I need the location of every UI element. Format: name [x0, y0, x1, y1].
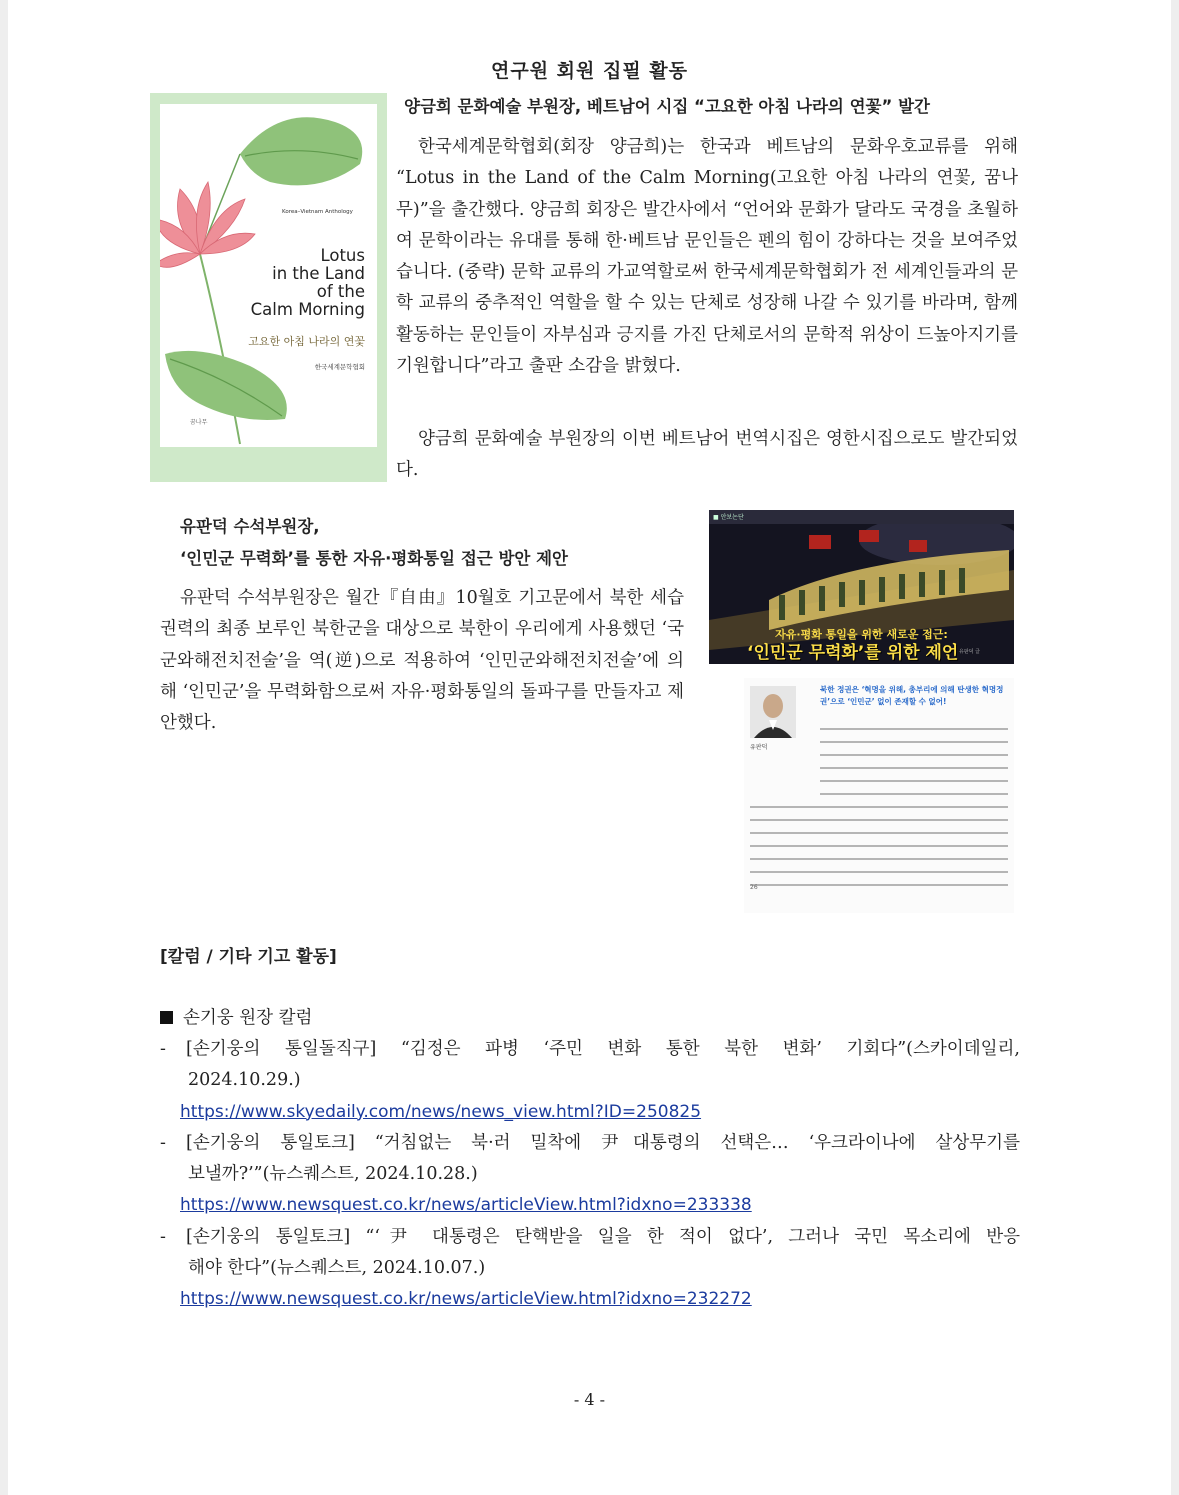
page-number: - 4 -	[573, 1390, 606, 1409]
book-org: 한국세계문학협회	[314, 363, 365, 371]
article-paragraph: 양금희 문화예술 부원장의 이번 베트남어 번역시집은 영한시집으로도 발간되었다.	[396, 429, 1018, 481]
article-paragraph: 한국세계문학협회(회장 양금희)는 한국과 베트남의 문화우호교류를 위해 “Lotus in the Land of the Calm Morning(고요한 아침 나라의 연꽃, 꿈나무)”을 출간했다. 양금희 회장은 발간사에서 “언어와 문화가 달라도 국경을 초월하여 문학이라는 유대를 통해 한·베트남 문인들은 펜의 힘이 강하다는 것을 보여주었습니다. (중략) 문학 교류의 가교역할로써 한국세계문학협회가 전 세계인들과의 문학 교류의 중추적인 역할을 할 수 있는 단체로 성장해 나갈 수 있기를 바라며, 함께 활동하는 문인들이 자부심과 긍지를 가진 단체로서의 문학적 위상이 드높아지기를 기원합니다”라고 출판 소감을 밝혔다.	[396, 137, 1018, 377]
magazine-strip	[709, 510, 1014, 524]
column-source: 보낼까?’”(뉴스퀘스트, 2024.10.28.)	[188, 1164, 478, 1185]
square-bullet-icon	[160, 1011, 173, 1024]
book-series: Korea–Vietnam Anthology	[282, 209, 353, 215]
book-title	[251, 247, 365, 319]
author-name: 유판덕	[750, 744, 768, 751]
column-title: [손기웅의 통일돌직구] “김정은 파병 ‘주민 변화 통한 북한 변화’ 기회다”(스카이데일리,	[186, 1039, 1020, 1059]
column-link[interactable]: https://www.newsquest.co.kr/news/articleView.html?idxno=233338	[180, 1195, 752, 1216]
magazine-lead: 북한 정권은 ‘혁명을 위해, 총부리에 의해 탄생한 혁명정권’으로 ‘인민군’ 없이 존재할 수 없어!	[820, 685, 1004, 706]
column-title: [손기웅의 통일토크] “‘尹 대통령은 탄핵받을 일을 한 적이 없다’, 그러나 국민 목소리에 반응	[186, 1226, 1020, 1247]
book-title-line: in the Land	[272, 264, 365, 283]
document-page	[8, 0, 1171, 1495]
magazine-strip-text: ■ 안보논단	[713, 514, 744, 521]
dash-marker: -	[160, 1226, 166, 1247]
book-title-line: of the	[316, 282, 365, 301]
book-title-line: Lotus	[320, 246, 365, 265]
magazine-headline: ‘인민군 무력화’를 위한 제언	[747, 643, 959, 663]
list-item	[160, 1034, 1020, 1128]
magazine-caption: 자유·평화 통일을 위한 새로운 접근:	[775, 628, 948, 641]
book-title-line: Calm Morning	[250, 300, 365, 319]
column-link[interactable]: https://www.newsquest.co.kr/news/articleView.html?idxno=232272	[180, 1289, 752, 1310]
column-link[interactable]: https://www.skyedaily.com/news/news_view.html?ID=250825	[180, 1101, 702, 1122]
column-title: [손기웅의 통일토크] “거침없는 북·러 밀착에 尹대통령의 선택은… ‘우크라이나에 살상무기를	[186, 1132, 1020, 1153]
article-paragraph: 유판덕 수석부원장은 월간『自由』10월호 기고문에서 북한 세습권력의 최종 보루인 북한군을 대상으로 북한이 우리에게 사용했던 ‘국군와해전치전술’을 역(逆)으로 적용하여 ‘인민군와해전치전술’에 의해 ‘인민군’을 무력화함으로써 자유·평화통일의 돌파구를 만들자고 제안했다.	[160, 588, 684, 734]
dash-marker: -	[160, 1132, 166, 1153]
column-section-title: [칼럼 / 기타 기고 활동]	[160, 947, 337, 967]
column-list	[160, 1034, 1020, 1316]
article-subtitle: 양금희 문화예술 부원장, 베트남어 시집 “고요한 아침 나라의 연꽃” 발간	[404, 97, 930, 116]
column-source: 2024.10.29.)	[188, 1070, 301, 1091]
magazine-page	[744, 678, 1014, 913]
bullet-label: 손기웅 원장 칼럼	[183, 1008, 313, 1028]
magazine-body-lines	[750, 728, 1008, 897]
list-item	[160, 1128, 1020, 1222]
book-cover	[160, 104, 377, 447]
dash-marker: -	[160, 1039, 166, 1059]
magazine-author-tag: 유판덕 글	[959, 649, 980, 655]
column-bullet-heading	[160, 1004, 312, 1029]
article-heading-line: ‘인민군 무력화’를 통한 자유·평화통일 접근 방안 제안	[180, 549, 568, 568]
book-korean-title: 고요한 아침 나라의 연꽃	[248, 335, 365, 348]
magazine-page-number: 26	[750, 884, 758, 891]
list-item	[160, 1222, 1020, 1316]
column-source: 해야 한다”(뉴스퀘스트, 2024.10.07.)	[188, 1258, 486, 1279]
book-publisher: 꿈나무	[190, 419, 208, 426]
magazine-photo	[709, 510, 1014, 664]
section-title: 연구원 회원 집필 활동	[490, 60, 689, 82]
article-heading	[180, 511, 680, 575]
article-heading-line: 유판덕 수석부원장,	[180, 517, 320, 536]
